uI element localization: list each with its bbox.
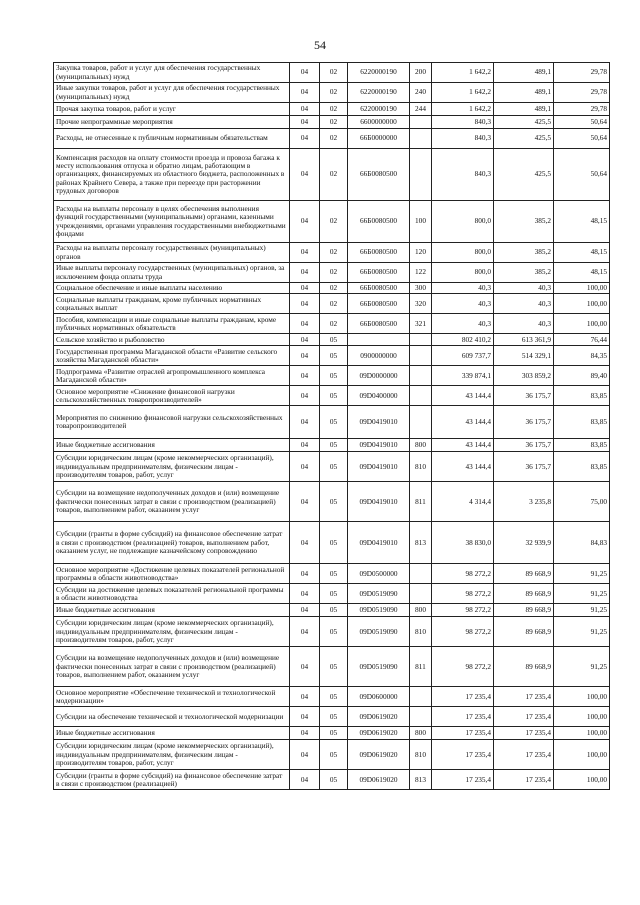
executed-amount-cell: 613 361,9 [494,334,554,346]
expense-type-cell: 810 [410,452,432,482]
planned-amount-cell: 4 314,4 [432,482,494,522]
section-code-cell: 04 [290,83,320,103]
section-code-cell: 04 [290,406,320,439]
section-code-cell: 04 [290,334,320,346]
target-article-cell: 09D0500000 [348,564,410,584]
expense-type-cell: 811 [410,647,432,687]
table-row [54,263,610,283]
row-name-cell: Прочие непрограммные мероприятия [54,116,290,129]
executed-amount-cell: 425,5 [494,149,554,201]
table-row [54,727,610,740]
executed-amount-cell: 425,5 [494,116,554,129]
execution-percent-cell: 91,25 [554,617,610,647]
execution-percent-cell: 83,85 [554,452,610,482]
subsection-code-cell: 05 [320,406,348,439]
section-code-cell: 04 [290,366,320,386]
target-article-cell: 6220000190 [348,83,410,103]
table-row [54,564,610,584]
table-row [54,63,610,83]
subsection-code-cell: 05 [320,604,348,617]
executed-amount-cell: 385,2 [494,243,554,263]
table-row [54,740,610,770]
execution-percent-cell: 83,85 [554,386,610,406]
planned-amount-cell: 98 272,2 [432,617,494,647]
target-article-cell: 66Б0080500 [348,201,410,243]
row-name-cell: Социальное обеспечение и иные выплаты населению [54,283,290,294]
subsection-code-cell: 02 [320,116,348,129]
expense-type-cell [410,406,432,439]
expense-type-cell: 800 [410,604,432,617]
planned-amount-cell: 17 235,4 [432,740,494,770]
executed-amount-cell: 489,1 [494,83,554,103]
executed-amount-cell: 89 668,9 [494,564,554,584]
planned-amount-cell: 98 272,2 [432,647,494,687]
planned-amount-cell: 1 642,2 [432,63,494,83]
subsection-code-cell: 05 [320,366,348,386]
subsection-code-cell: 05 [320,334,348,346]
subsection-code-cell: 02 [320,129,348,149]
execution-percent-cell: 76,44 [554,334,610,346]
subsection-code-cell: 05 [320,386,348,406]
executed-amount-cell: 385,2 [494,201,554,243]
executed-amount-cell: 36 175,7 [494,452,554,482]
expense-type-cell: 321 [410,314,432,334]
expense-type-cell: 810 [410,740,432,770]
subsection-code-cell: 02 [320,103,348,116]
subsection-code-cell: 05 [320,617,348,647]
planned-amount-cell: 40,3 [432,283,494,294]
execution-percent-cell: 100,00 [554,314,610,334]
row-name-cell: Государственная программа Магаданской области «Развитие сельского хозяйства Магаданской области» [54,346,290,366]
expense-type-cell [410,334,432,346]
row-name-cell: Субсидии юридическим лицам (кроме некоммерческих организаций), индивидуальным предпринимателям, физическим лицам - производителям товаров, работ, услуг [54,740,290,770]
section-code-cell: 04 [290,201,320,243]
expense-type-cell: 320 [410,294,432,314]
subsection-code-cell: 05 [320,770,348,790]
target-article-cell: 09D0519090 [348,584,410,604]
row-name-cell: Субсидии юридическим лицам (кроме некоммерческих организаций), индивидуальным предпринимателям, физическим лицам - производителям товаров, работ, услуг [54,452,290,482]
target-article-cell: 09D0419010 [348,439,410,452]
execution-percent-cell: 83,85 [554,439,610,452]
row-name-cell: Иные закупки товаров, работ и услуг для обеспечения государственных (муниципальных) нужд [54,83,290,103]
section-code-cell: 04 [290,103,320,116]
expense-type-cell: 300 [410,283,432,294]
table-row [54,83,610,103]
execution-percent-cell: 91,25 [554,647,610,687]
target-article-cell: 09D0519090 [348,647,410,687]
subsection-code-cell: 05 [320,647,348,687]
target-article-cell: 09D0619020 [348,740,410,770]
expense-type-cell [410,129,432,149]
executed-amount-cell: 89 668,9 [494,647,554,687]
section-code-cell: 04 [290,346,320,366]
row-name-cell: Иные бюджетные ассигнования [54,604,290,617]
planned-amount-cell: 43 144,4 [432,406,494,439]
section-code-cell: 04 [290,770,320,790]
row-name-cell: Основное мероприятие «Снижение финансовой нагрузки сельскохозяйственных товаропроизводителей» [54,386,290,406]
expense-type-cell [410,116,432,129]
subsection-code-cell: 05 [320,687,348,707]
planned-amount-cell: 40,3 [432,294,494,314]
planned-amount-cell: 40,3 [432,314,494,334]
target-article-cell: 66Б0080500 [348,263,410,283]
expense-type-cell: 813 [410,522,432,564]
target-article-cell: 66Б0080500 [348,283,410,294]
section-code-cell: 04 [290,727,320,740]
subsection-code-cell: 02 [320,201,348,243]
row-name-cell: Иные бюджетные ассигнования [54,439,290,452]
executed-amount-cell: 40,3 [494,314,554,334]
planned-amount-cell: 98 272,2 [432,604,494,617]
subsection-code-cell: 05 [320,564,348,584]
table-row [54,406,610,439]
executed-amount-cell: 425,5 [494,129,554,149]
row-name-cell: Прочая закупка товаров, работ и услуг [54,103,290,116]
target-article-cell [348,334,410,346]
table-row [54,129,610,149]
planned-amount-cell: 43 144,4 [432,386,494,406]
planned-amount-cell: 840,3 [432,129,494,149]
planned-amount-cell: 17 235,4 [432,727,494,740]
target-article-cell: 09D0419010 [348,406,410,439]
row-name-cell: Расходы на выплаты персоналу государственных (муниципальных) органов [54,243,290,263]
expense-type-cell: 200 [410,63,432,83]
table-row [54,439,610,452]
target-article-cell: 09D0419010 [348,482,410,522]
subsection-code-cell: 02 [320,263,348,283]
row-name-cell: Субсидии на возмещение недополученных доходов и (или) возмещение фактически понесенных затрат в связи с производством (реализацией) товаров, выполнением работ, оказанием услуг [54,482,290,522]
executed-amount-cell: 17 235,4 [494,770,554,790]
expense-type-cell: 244 [410,103,432,116]
section-code-cell: 04 [290,482,320,522]
executed-amount-cell: 3 235,8 [494,482,554,522]
table-row [54,617,610,647]
row-name-cell: Пособия, компенсации и иные социальные выплаты гражданам, кроме публичных нормативных обязательств [54,314,290,334]
expense-type-cell: 100 [410,201,432,243]
section-code-cell: 04 [290,707,320,727]
planned-amount-cell: 802 410,2 [432,334,494,346]
execution-percent-cell: 83,85 [554,406,610,439]
target-article-cell: 09D0419010 [348,452,410,482]
subsection-code-cell: 05 [320,482,348,522]
subsection-code-cell: 05 [320,452,348,482]
section-code-cell: 04 [290,452,320,482]
execution-percent-cell: 84,83 [554,522,610,564]
expense-type-cell [410,346,432,366]
execution-percent-cell: 91,25 [554,564,610,584]
target-article-cell: 09D0519090 [348,617,410,647]
row-name-cell: Расходы, не отнесенные к публичным нормативным обязательствам [54,129,290,149]
planned-amount-cell: 800,0 [432,243,494,263]
row-name-cell: Компенсация расходов на оплату стоимости проезда и провоза багажа к месту использования отпуска и обратно лицам, работающим в организациях, финансируемых из областного бюджета, расположенных в районах Крайнего Севера, а также при переезде при расторжении трудовых договоров [54,149,290,201]
planned-amount-cell: 1 642,2 [432,103,494,116]
executed-amount-cell: 489,1 [494,63,554,83]
executed-amount-cell: 40,3 [494,294,554,314]
subsection-code-cell: 02 [320,283,348,294]
section-code-cell: 04 [290,386,320,406]
execution-percent-cell: 29,78 [554,63,610,83]
expense-type-cell [410,707,432,727]
executed-amount-cell: 89 668,9 [494,604,554,617]
target-article-cell: 6220000190 [348,103,410,116]
expense-type-cell: 122 [410,263,432,283]
section-code-cell: 04 [290,116,320,129]
row-name-cell: Субсидии (гранты в форме субсидий) на финансовое обеспечение затрат в связи с производством (реализацией) [54,770,290,790]
planned-amount-cell: 38 830,0 [432,522,494,564]
executed-amount-cell: 36 175,7 [494,386,554,406]
execution-percent-cell: 29,78 [554,103,610,116]
execution-percent-cell: 100,00 [554,727,610,740]
executed-amount-cell: 89 668,9 [494,584,554,604]
target-article-cell: 66Б0080500 [348,294,410,314]
expense-type-cell [410,687,432,707]
executed-amount-cell: 17 235,4 [494,687,554,707]
planned-amount-cell: 43 144,4 [432,439,494,452]
table-row [54,770,610,790]
execution-percent-cell: 100,00 [554,707,610,727]
executed-amount-cell: 36 175,7 [494,406,554,439]
execution-percent-cell: 50,64 [554,116,610,129]
subsection-code-cell: 02 [320,149,348,201]
table-row [54,116,610,129]
subsection-code-cell: 05 [320,346,348,366]
page-number: 54 [314,38,326,52]
row-name-cell: Субсидии юридическим лицам (кроме некоммерческих организаций), индивидуальным предпринимателям, физическим лицам - производителям товаров, работ, услуг [54,617,290,647]
execution-percent-cell: 48,15 [554,263,610,283]
table-row [54,314,610,334]
expense-type-cell [410,149,432,201]
section-code-cell: 04 [290,314,320,334]
expense-type-cell [410,584,432,604]
table-row [54,452,610,482]
row-name-cell: Иные выплаты персоналу государственных (муниципальных) органов, за исключением фонда оплаты труда [54,263,290,283]
table-row [54,386,610,406]
executed-amount-cell: 489,1 [494,103,554,116]
subsection-code-cell: 02 [320,243,348,263]
row-name-cell: Социальные выплаты гражданам, кроме публичных нормативных социальных выплат [54,294,290,314]
section-code-cell: 04 [290,564,320,584]
target-article-cell: 66Б0080500 [348,243,410,263]
table-row [54,103,610,116]
target-article-cell: 09D0000000 [348,366,410,386]
planned-amount-cell: 17 235,4 [432,687,494,707]
table-row [54,149,610,201]
row-name-cell: Расходы на выплаты персоналу в целях обеспечения выполнения функций государственными (муниципальными) органами, казенными учреждениями, органами управления государственными внебюджетными фондами [54,201,290,243]
section-code-cell: 04 [290,283,320,294]
execution-percent-cell: 50,64 [554,149,610,201]
target-article-cell: 6600000000 [348,116,410,129]
table-row [54,604,610,617]
section-code-cell: 04 [290,263,320,283]
section-code-cell: 04 [290,617,320,647]
executed-amount-cell: 17 235,4 [494,727,554,740]
section-code-cell: 04 [290,294,320,314]
executed-amount-cell: 514 329,1 [494,346,554,366]
subsection-code-cell: 05 [320,439,348,452]
execution-percent-cell: 50,64 [554,129,610,149]
planned-amount-cell: 840,3 [432,149,494,201]
execution-percent-cell: 91,25 [554,604,610,617]
executed-amount-cell: 89 668,9 [494,617,554,647]
target-article-cell: 66Б0080500 [348,314,410,334]
planned-amount-cell: 98 272,2 [432,564,494,584]
row-name-cell: Иные бюджетные ассигнования [54,727,290,740]
execution-percent-cell: 48,15 [554,201,610,243]
section-code-cell: 04 [290,63,320,83]
executed-amount-cell: 36 175,7 [494,439,554,452]
row-name-cell: Закупка товаров, работ и услуг для обеспечения государственных (муниципальных) нужд [54,63,290,83]
execution-percent-cell: 100,00 [554,770,610,790]
subsection-code-cell: 05 [320,707,348,727]
table-row [54,482,610,522]
expense-type-cell: 240 [410,83,432,103]
planned-amount-cell: 98 272,2 [432,584,494,604]
budget-table [53,62,610,790]
section-code-cell: 04 [290,584,320,604]
row-name-cell: Субсидии на достижение целевых показателей региональной программы в области животноводства [54,584,290,604]
planned-amount-cell: 840,3 [432,116,494,129]
section-code-cell: 04 [290,522,320,564]
expense-type-cell: 800 [410,439,432,452]
row-name-cell: Мероприятия по снижению финансовой нагрузки сельскохозяйственных товаропроизводителей [54,406,290,439]
planned-amount-cell: 339 874,1 [432,366,494,386]
section-code-cell: 04 [290,687,320,707]
expense-type-cell: 120 [410,243,432,263]
target-article-cell: 09D0619020 [348,707,410,727]
table-row [54,522,610,564]
table-row [54,294,610,314]
planned-amount-cell: 17 235,4 [432,770,494,790]
table-row [54,687,610,707]
expense-type-cell: 810 [410,617,432,647]
subsection-code-cell: 02 [320,63,348,83]
row-name-cell: Субсидии на обеспечение технической и технологической модернизации [54,707,290,727]
execution-percent-cell: 100,00 [554,740,610,770]
execution-percent-cell: 100,00 [554,283,610,294]
subsection-code-cell: 02 [320,314,348,334]
subsection-code-cell: 02 [320,294,348,314]
planned-amount-cell: 800,0 [432,263,494,283]
row-name-cell: Основное мероприятие «Обеспечение технической и технологической модернизации» [54,687,290,707]
table-row [54,243,610,263]
executed-amount-cell: 303 859,2 [494,366,554,386]
target-article-cell: 09D0400000 [348,386,410,406]
target-article-cell: 09D0600000 [348,687,410,707]
planned-amount-cell: 43 144,4 [432,452,494,482]
table-row [54,283,610,294]
target-article-cell: 0900000000 [348,346,410,366]
executed-amount-cell: 385,2 [494,263,554,283]
expense-type-cell: 813 [410,770,432,790]
execution-percent-cell: 100,00 [554,294,610,314]
row-name-cell: Субсидии (гранты в форме субсидий) на финансовое обеспечение затрат в связи с производством (реализацией) товаров, выполнением работ, оказанием услуг, не подлежащие казначейскому сопровождению [54,522,290,564]
row-name-cell: Субсидии на возмещение недополученных доходов и (или) возмещение фактически понесенных затрат в связи с производством (реализацией) товаров, выполнением работ, оказанием услуг [54,647,290,687]
section-code-cell: 04 [290,647,320,687]
table-row [54,707,610,727]
table-row [54,584,610,604]
table-row [54,334,610,346]
execution-percent-cell: 75,00 [554,482,610,522]
subsection-code-cell: 05 [320,740,348,770]
expense-type-cell: 811 [410,482,432,522]
subsection-code-cell: 02 [320,83,348,103]
target-article-cell: 66Б0080500 [348,149,410,201]
table-row [54,346,610,366]
section-code-cell: 04 [290,129,320,149]
expense-type-cell [410,564,432,584]
execution-percent-cell: 48,15 [554,243,610,263]
table-row [54,366,610,386]
subsection-code-cell: 05 [320,522,348,564]
expense-type-cell [410,386,432,406]
expense-type-cell: 800 [410,727,432,740]
subsection-code-cell: 05 [320,584,348,604]
table-row [54,201,610,243]
target-article-cell: 09D0619020 [348,727,410,740]
target-article-cell: 09D0619020 [348,770,410,790]
table-row [54,647,610,687]
target-article-cell: 09D0519090 [348,604,410,617]
planned-amount-cell: 17 235,4 [432,707,494,727]
target-article-cell: 66Б0000000 [348,129,410,149]
section-code-cell: 04 [290,604,320,617]
execution-percent-cell: 29,78 [554,83,610,103]
executed-amount-cell: 17 235,4 [494,740,554,770]
executed-amount-cell: 32 939,9 [494,522,554,564]
planned-amount-cell: 800,0 [432,201,494,243]
execution-percent-cell: 91,25 [554,584,610,604]
planned-amount-cell: 609 737,7 [432,346,494,366]
subsection-code-cell: 05 [320,727,348,740]
target-article-cell: 6220000190 [348,63,410,83]
section-code-cell: 04 [290,740,320,770]
execution-percent-cell: 89,40 [554,366,610,386]
target-article-cell: 09D0419010 [348,522,410,564]
section-code-cell: 04 [290,243,320,263]
planned-amount-cell: 1 642,2 [432,83,494,103]
row-name-cell: Сельское хозяйство и рыболовство [54,334,290,346]
executed-amount-cell: 17 235,4 [494,707,554,727]
execution-percent-cell: 100,00 [554,687,610,707]
executed-amount-cell: 40,3 [494,283,554,294]
row-name-cell: Основное мероприятие «Достижение целевых показателей региональной программы в области животноводства» [54,564,290,584]
section-code-cell: 04 [290,439,320,452]
section-code-cell: 04 [290,149,320,201]
expense-type-cell [410,366,432,386]
execution-percent-cell: 84,35 [554,346,610,366]
row-name-cell: Подпрограмма «Развитие отраслей агропромышленного комплекса Магаданской области» [54,366,290,386]
